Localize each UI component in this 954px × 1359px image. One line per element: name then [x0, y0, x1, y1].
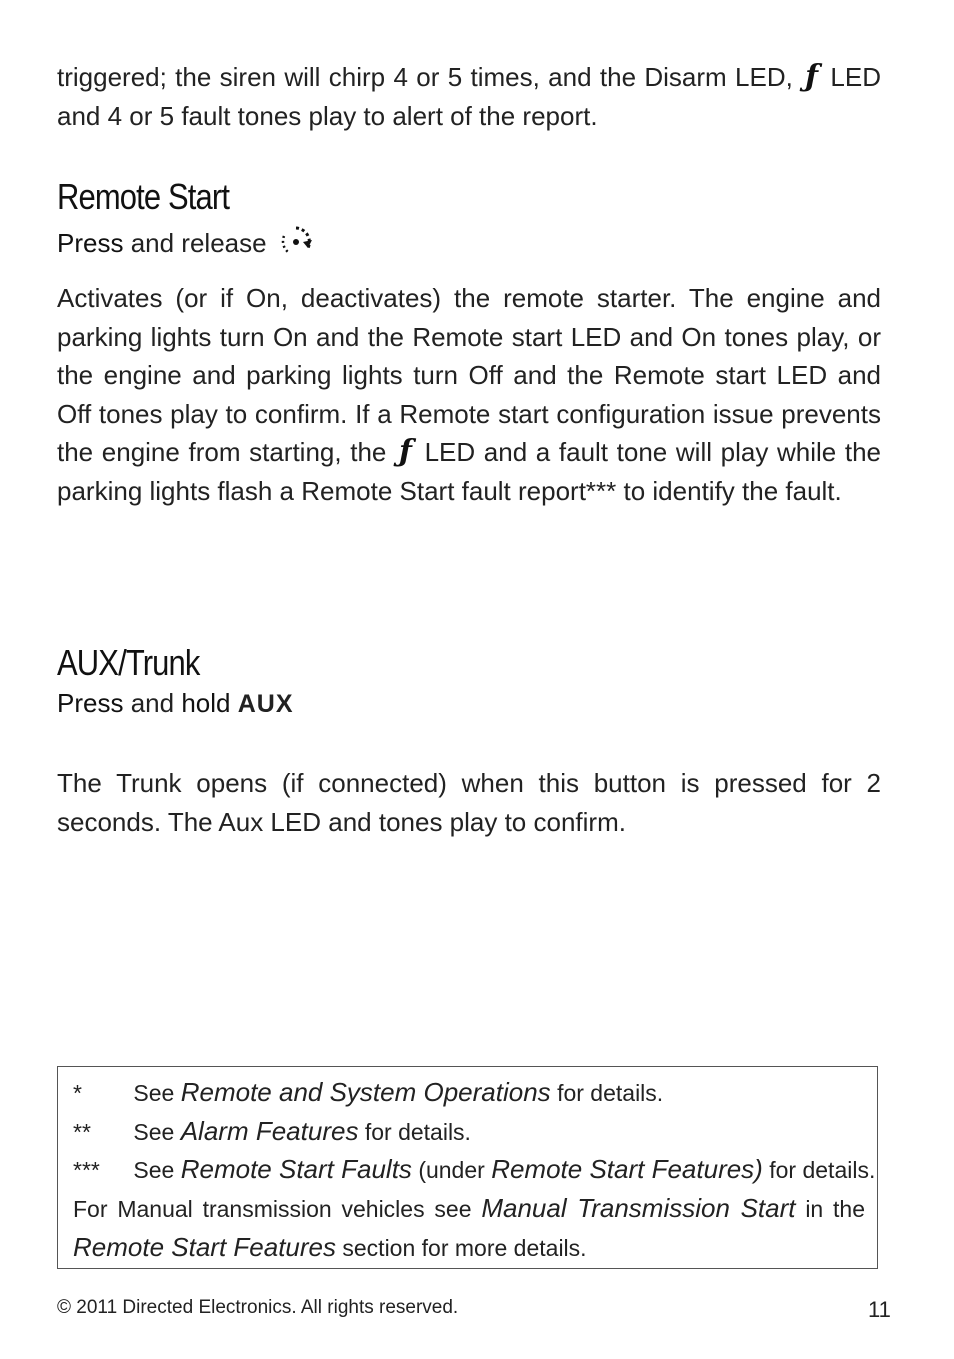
- page-number: 11: [868, 1297, 891, 1322]
- function-icon: ƒ: [805, 59, 819, 94]
- manual-note-suffix: section for more details.: [342, 1235, 587, 1261]
- footnote-marker: ***: [73, 1157, 100, 1183]
- press-label: Press: [57, 688, 124, 718]
- footnotes-box: [57, 1066, 878, 1269]
- manual-note-ref: Manual Transmission Start: [481, 1193, 796, 1223]
- function-icon: ƒ: [399, 434, 412, 470]
- footnote-suffix: for details.: [557, 1080, 664, 1106]
- footnote-marker: **: [73, 1119, 91, 1145]
- press-label: Press: [57, 228, 124, 258]
- manual-note-ref-2: Remote Start Features: [73, 1232, 336, 1262]
- intro-paragraph: [57, 58, 881, 135]
- hold-label: hold: [181, 688, 231, 718]
- footnote-mid: (under: [418, 1157, 485, 1183]
- and-release-label: and release: [130, 228, 267, 258]
- remote-start-icon: [278, 222, 318, 262]
- remote-start-text-1: Activates (or if On, deactivates) the remote starter. The engine and parking lights turn On and the Remote start LED and On tones play, or the engine and parking lights turn Off and the Remote start LED and Off tones play to confirm. If a Remote start configuration issue prevents the engine from starting, the: [57, 283, 881, 468]
- footnote-ref-2: Remote Start Features): [491, 1154, 763, 1184]
- intro-text-2: LED and 4 or 5 fault tones play to alert of the report.: [57, 62, 881, 131]
- and-label: and: [130, 688, 175, 718]
- manual-note-mid: in the: [805, 1196, 866, 1222]
- footnote-suffix: for details.: [769, 1157, 876, 1183]
- footnote-2: [73, 1116, 471, 1147]
- footnote-see: See: [133, 1157, 175, 1183]
- footnote-suffix: for details.: [364, 1119, 471, 1145]
- aux-trunk-heading: AUX/Trunk: [57, 642, 200, 683]
- footnote-3: [73, 1154, 875, 1185]
- aux-button-label: AUX: [237, 690, 294, 718]
- footnote-ref: Remote and System Operations: [180, 1077, 551, 1107]
- remote-start-text-2: LED and a fault tone will play while the parking lights flash a Remote Start fault report*** to identify the fault.: [57, 437, 881, 506]
- copyright-footer: © 2011 Directed Electronics. All rights reserved.: [57, 1297, 459, 1318]
- footnote-ref: Remote Start Faults: [180, 1154, 412, 1184]
- aux-trunk-description: The Trunk opens (if connected) when this button is pressed for 2 seconds. The Aux LED and tones play to confirm.: [57, 768, 881, 837]
- manual-transmission-note: [73, 1189, 865, 1267]
- footnote-1: [73, 1077, 663, 1108]
- remote-start-instruction: [57, 222, 318, 262]
- manual-note-prefix: For Manual transmission vehicles see: [73, 1196, 472, 1222]
- remote-start-description: [57, 279, 881, 511]
- footnote-see: See: [133, 1119, 175, 1145]
- footnote-marker: *: [73, 1080, 82, 1106]
- footnote-see: See: [133, 1080, 175, 1106]
- remote-start-heading: Remote Start: [57, 176, 230, 217]
- aux-trunk-instruction: [57, 688, 294, 719]
- intro-text-1: triggered; the siren will chirp 4 or 5 times, and the Disarm LED,: [57, 62, 793, 92]
- footnote-ref: Alarm Features: [180, 1116, 359, 1146]
